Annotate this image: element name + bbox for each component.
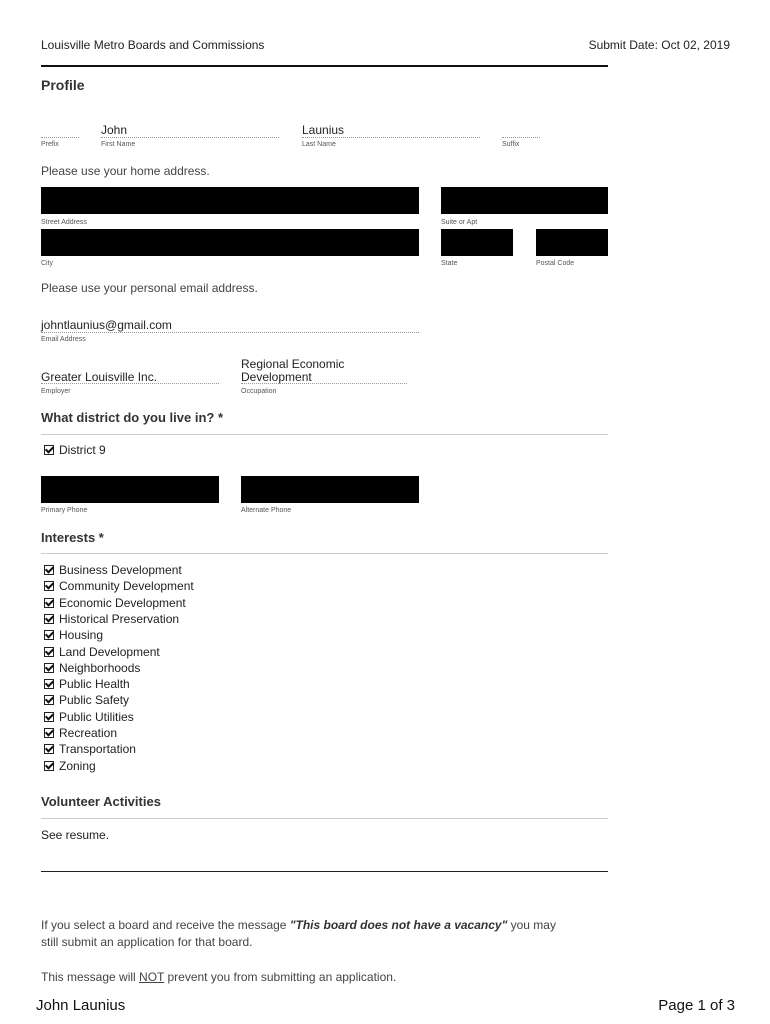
email-note: Please use your personal email address. (41, 281, 258, 295)
notice-not: NOT (139, 970, 165, 984)
interest-option[interactable] (44, 725, 117, 741)
suffix-label: Suffix (502, 141, 520, 148)
email-value: johntlaunius@gmail.com (41, 318, 172, 332)
alternate-phone-redacted (241, 476, 419, 503)
occupation-label: Occupation (241, 388, 277, 395)
interest-option[interactable] (44, 562, 182, 578)
interest-option[interactable] (44, 627, 103, 643)
checkbox-checked-icon[interactable] (44, 663, 54, 673)
suffix-underline (502, 137, 540, 138)
primary-phone-label: Primary Phone (41, 507, 88, 514)
postal-code-label: Postal Code (536, 260, 575, 267)
checkbox-checked-icon[interactable] (44, 761, 54, 771)
first-name-label: First Name (101, 141, 136, 148)
interest-option-label: Community Development (59, 579, 194, 594)
interest-option[interactable] (44, 644, 160, 660)
employer-label: Employer (41, 388, 71, 395)
last-name-label: Last Name (302, 141, 336, 148)
notice-line2: still submit an application for that board. (41, 935, 253, 949)
street-address-redacted (41, 187, 419, 214)
postal-code-redacted (536, 229, 608, 256)
interest-option-label: Public Utilities (59, 709, 134, 724)
interest-option-label: Zoning (59, 758, 96, 773)
interest-option-label: Neighborhoods (59, 660, 141, 675)
notice-line1-post: you may (507, 918, 556, 932)
district-divider (41, 434, 608, 435)
section-title-interests: Interests * (41, 530, 104, 545)
checkbox-checked-icon[interactable] (44, 445, 54, 455)
interest-option[interactable] (44, 660, 140, 676)
header-divider (41, 65, 608, 67)
last-name-underline (302, 137, 480, 138)
district-option[interactable] (44, 442, 106, 458)
interest-option-label: Transportation (59, 742, 136, 757)
interest-option[interactable] (44, 741, 136, 757)
interest-option-label: Housing (59, 628, 104, 643)
checkbox-checked-icon[interactable] (44, 565, 54, 575)
interest-option[interactable] (44, 676, 130, 692)
checkbox-checked-icon[interactable] (44, 728, 54, 738)
section-title-volunteer: Volunteer Activities (41, 794, 161, 809)
interest-option[interactable] (44, 709, 134, 725)
notice-line3 (41, 970, 396, 984)
checkbox-checked-icon[interactable] (44, 679, 54, 689)
notice-line1 (41, 918, 556, 932)
occupation-underline (241, 383, 407, 384)
occupation-value-line2: Development (241, 370, 312, 384)
city-label: City (41, 260, 54, 267)
volunteer-divider (41, 818, 608, 819)
checkbox-checked-icon[interactable] (44, 614, 54, 624)
suite-label: Suite or Apt (441, 219, 478, 226)
email-label: Email Address (41, 336, 86, 343)
alternate-phone-label: Alternate Phone (241, 507, 292, 514)
primary-phone-redacted (41, 476, 219, 503)
address-note: Please use your home address. (41, 164, 210, 178)
employer-underline (41, 383, 219, 384)
submit-date: Submit Date: Oct 02, 2019 (588, 38, 730, 52)
interest-option[interactable] (44, 758, 96, 774)
org-name: Louisville Metro Boards and Commissions (41, 38, 265, 52)
state-label: State (441, 260, 458, 267)
notice-quote: "This board does not have a vacancy" (289, 918, 508, 932)
notice-line3-post: prevent you from submitting an application. (164, 970, 397, 984)
section-title-profile: Profile (41, 77, 85, 93)
district-option-label: District 9 (59, 443, 106, 457)
interest-option[interactable] (44, 611, 179, 627)
last-name-value: Launius (302, 123, 345, 137)
district-question: What district do you live in? * (41, 410, 224, 425)
interest-option-label: Land Development (59, 644, 160, 659)
checkbox-checked-icon[interactable] (44, 630, 54, 640)
notice-line1-pre: If you select a board and receive the message (41, 918, 290, 932)
interest-option-label: Historical Preservation (59, 611, 180, 626)
occupation-value-line1: Regional Economic (241, 357, 345, 371)
checkbox-checked-icon[interactable] (44, 712, 54, 722)
street-address-label: Street Address (41, 219, 87, 226)
first-name-underline (101, 137, 279, 138)
prefix-label: Prefix (41, 141, 59, 148)
first-name-value: John (101, 123, 128, 137)
checkbox-checked-icon[interactable] (44, 695, 54, 705)
email-underline (41, 332, 419, 333)
footer-name: John Launius (36, 997, 126, 1014)
state-redacted (441, 229, 513, 256)
employer-value: Greater Louisville Inc. (41, 370, 158, 384)
interests-divider (41, 553, 608, 554)
suite-redacted (441, 187, 608, 214)
interest-option-label: Public Safety (59, 693, 130, 708)
checkbox-checked-icon[interactable] (44, 598, 54, 608)
interest-option[interactable] (44, 578, 194, 594)
interest-option-label: Business Development (59, 563, 182, 577)
prefix-underline (41, 137, 79, 138)
interest-option[interactable] (44, 595, 186, 611)
interest-option[interactable] (44, 692, 129, 708)
interest-option-label: Economic Development (59, 595, 186, 610)
checkbox-checked-icon[interactable] (44, 581, 54, 591)
city-redacted (41, 229, 419, 256)
notice-line3-pre: This message will (41, 970, 140, 984)
interest-option-label: Public Health (59, 677, 130, 692)
checkbox-checked-icon[interactable] (44, 647, 54, 657)
page-end-divider (41, 871, 608, 872)
interest-option-label: Recreation (59, 726, 118, 740)
footer-page-number: Page 1 of 3 (658, 997, 735, 1014)
volunteer-text: See resume. (41, 828, 110, 842)
checkbox-checked-icon[interactable] (44, 744, 54, 754)
